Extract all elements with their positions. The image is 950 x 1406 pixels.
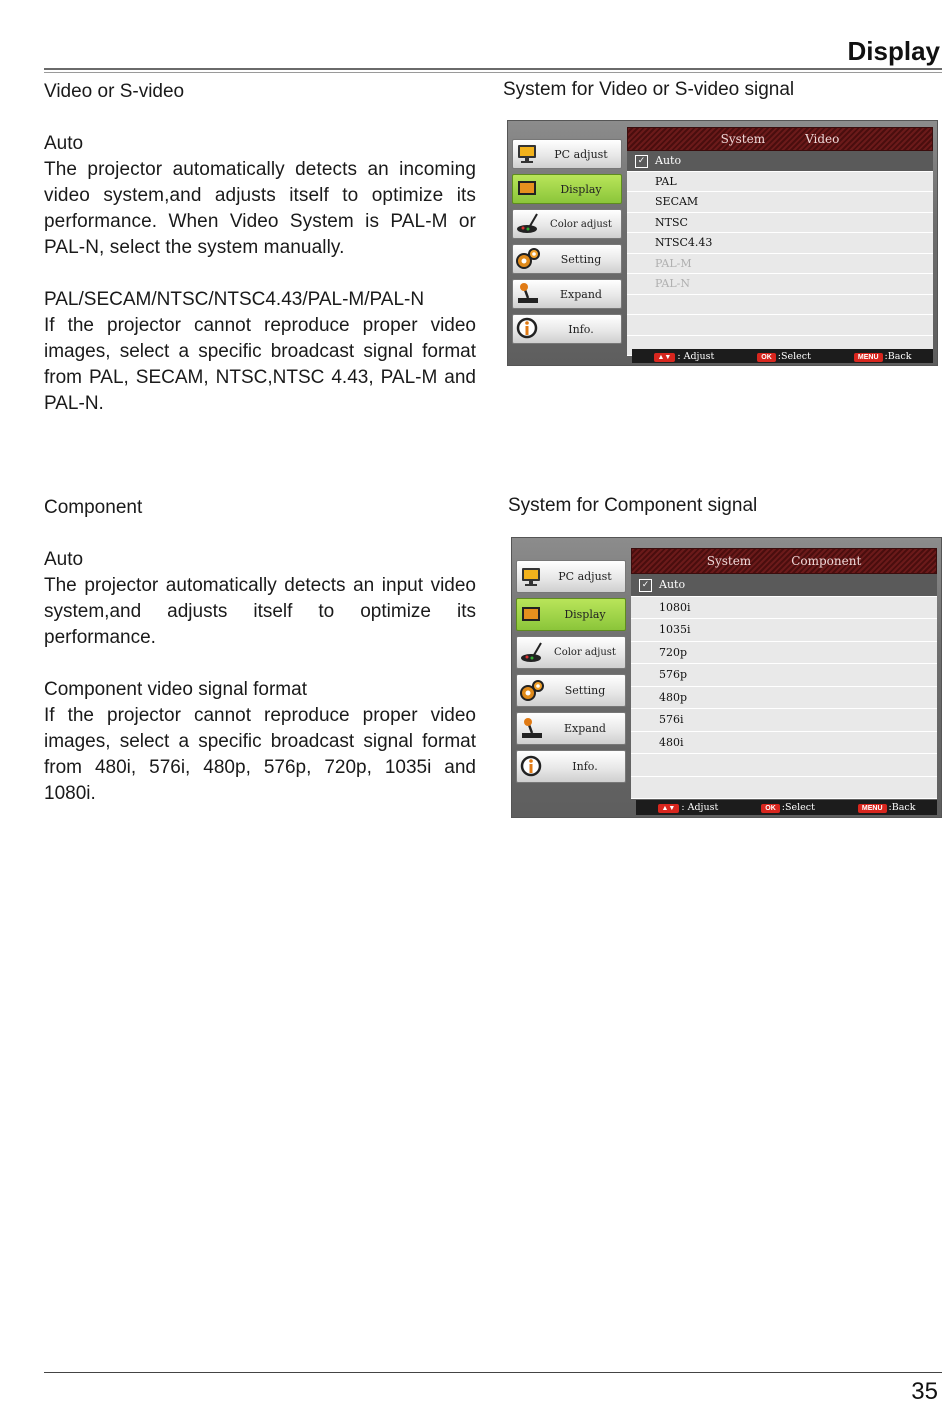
option-label: Auto (655, 154, 682, 168)
monitor-icon (515, 142, 541, 166)
option-1080i[interactable] (631, 597, 937, 620)
section-video-text (44, 79, 476, 417)
check-icon: ✓ (635, 155, 648, 168)
menu-button-expand[interactable] (516, 712, 626, 745)
option-label: 576i (659, 713, 684, 727)
menu-label: Color adjust (554, 647, 616, 658)
option-label: 480i (659, 735, 684, 749)
auto-description: The projector automatically detects an incoming video system,and adjusts itself to optimize its performance. When Video System is PAL-M or PAL-N, select the system manually. (44, 159, 476, 258)
palette-icon (515, 212, 541, 236)
option-label: NTSC (655, 215, 688, 229)
menu-label: Color adjust (550, 218, 612, 230)
empty-row (631, 754, 937, 777)
info-icon (519, 755, 545, 779)
header-signal-label: Component (791, 554, 862, 568)
menu-label: Info. (572, 760, 598, 773)
joystick-icon (519, 717, 545, 741)
osd-side-menu (516, 560, 626, 788)
arrow-keys-icon: ▲▼ (654, 353, 676, 362)
guide-select: OK :Select (761, 802, 815, 813)
option-576p[interactable] (631, 664, 937, 687)
osd-side-menu (512, 139, 622, 349)
empty-row (631, 777, 937, 800)
gears-icon (519, 679, 545, 703)
osd-key-guide (636, 800, 937, 815)
osd-system-panel (631, 548, 937, 799)
ok-key-icon: OK (761, 804, 780, 813)
option-480i[interactable] (631, 732, 937, 755)
option-label: PAL-N (655, 277, 690, 291)
menu-button-color-adjust[interactable] (512, 209, 622, 239)
osd-option-list (627, 151, 933, 356)
footer-rule (44, 1372, 942, 1373)
option-secam[interactable] (627, 192, 933, 213)
osd-key-guide (632, 349, 933, 363)
menu-button-info[interactable] (512, 314, 622, 344)
option-auto[interactable] (627, 151, 933, 172)
guide-select: OK :Select (757, 351, 811, 362)
option-auto[interactable] (631, 574, 937, 597)
arrow-keys-icon: ▲▼ (658, 804, 680, 813)
header-rule (44, 68, 942, 70)
option-label: 1080i (659, 600, 691, 614)
osd-component-screenshot (511, 537, 942, 818)
section-heading: Component (44, 497, 143, 518)
option-pal[interactable] (627, 172, 933, 193)
section-component-text (44, 495, 476, 807)
menu-label: PC adjust (558, 570, 612, 583)
page-title: Display (847, 36, 940, 66)
option-label: 1035i (659, 623, 691, 637)
osd-panel-header (627, 127, 933, 151)
gears-icon (515, 247, 541, 271)
figure-caption-video: System for Video or S-video signal (503, 79, 795, 100)
option-label: 720p (659, 645, 688, 659)
option-480p[interactable] (631, 687, 937, 710)
guide-adjust: ▲▼ : Adjust (658, 802, 719, 813)
check-icon: ✓ (639, 579, 652, 592)
auto-title: Auto (44, 549, 84, 570)
auto-title: Auto (44, 133, 84, 154)
menu-button-info[interactable] (516, 750, 626, 783)
option-label: 576p (659, 668, 688, 682)
display-icon (515, 177, 541, 201)
auto-description: The projector automatically detects an input video system,and adjusts itself to optimize its performance. (44, 575, 476, 648)
option-pal-m[interactable] (627, 254, 933, 275)
ok-key-icon: OK (757, 353, 776, 362)
menu-label: Display (564, 608, 606, 621)
menu-button-display[interactable] (516, 598, 626, 631)
option-ntsc443[interactable] (627, 233, 933, 254)
header-system-label: System (720, 132, 766, 146)
menu-label: Display (560, 182, 602, 196)
guide-adjust: ▲▼ : Adjust (654, 351, 715, 362)
joystick-icon (515, 282, 541, 306)
menu-label: Expand (564, 722, 606, 735)
menu-label: Setting (560, 252, 602, 266)
option-label: PAL-M (655, 256, 692, 270)
option-label: PAL (655, 174, 677, 188)
palette-icon (519, 641, 545, 665)
menu-label: PC adjust (554, 147, 608, 161)
info-icon (515, 317, 541, 341)
option-576i[interactable] (631, 709, 937, 732)
monitor-icon (519, 565, 545, 589)
manual-title: Component video signal format (44, 679, 307, 700)
guide-back: MENU :Back (854, 351, 912, 362)
option-ntsc[interactable] (627, 213, 933, 234)
header-signal-label: Video (805, 132, 840, 146)
menu-button-setting[interactable] (516, 674, 626, 707)
option-1035i[interactable] (631, 619, 937, 642)
guide-back: MENU :Back (858, 802, 916, 813)
menu-button-display[interactable] (512, 174, 622, 204)
menu-button-pc-adjust[interactable] (512, 139, 622, 169)
menu-button-color-adjust[interactable] (516, 636, 626, 669)
manual-description: If the projector cannot reproduce proper video images, select a specific broadcast signal format from PAL, SECAM, NTSC,NTSC 4.43, PAL-M and PAL-N. (44, 315, 476, 414)
page-number: 35 (911, 1378, 938, 1405)
option-pal-n[interactable] (627, 274, 933, 295)
menu-button-expand[interactable] (512, 279, 622, 309)
menu-button-pc-adjust[interactable] (516, 560, 626, 593)
option-720p[interactable] (631, 642, 937, 665)
header-rule-thin (44, 72, 942, 73)
option-label: Auto (659, 578, 686, 592)
option-label: NTSC4.43 (655, 236, 713, 250)
manual-title: PAL/SECAM/NTSC/NTSC4.43/PAL-M/PAL-N (44, 289, 425, 310)
osd-video-screenshot (507, 120, 938, 366)
header-system-label: System (706, 554, 752, 568)
manual-description: If the projector cannot reproduce proper video images, select a specific broadcast signal format from 480i, 576i, 480p, 576p, 720p, 1035i and 1080i. (44, 705, 476, 804)
figure-caption-component: System for Component signal (508, 495, 758, 516)
empty-row (627, 315, 933, 336)
menu-label: Info. (568, 322, 594, 336)
menu-label: Setting (564, 684, 606, 697)
option-label: SECAM (655, 195, 699, 209)
menu-key-icon: MENU (858, 804, 887, 813)
option-label: 480p (659, 690, 688, 704)
section-heading: Video or S-video (44, 81, 185, 102)
menu-key-icon: MENU (854, 353, 883, 362)
osd-panel-header (631, 548, 937, 574)
osd-option-list (631, 574, 937, 799)
display-icon (519, 603, 545, 627)
osd-system-panel (627, 127, 933, 356)
menu-button-setting[interactable] (512, 244, 622, 274)
menu-label: Expand (560, 287, 602, 301)
empty-row (627, 295, 933, 316)
